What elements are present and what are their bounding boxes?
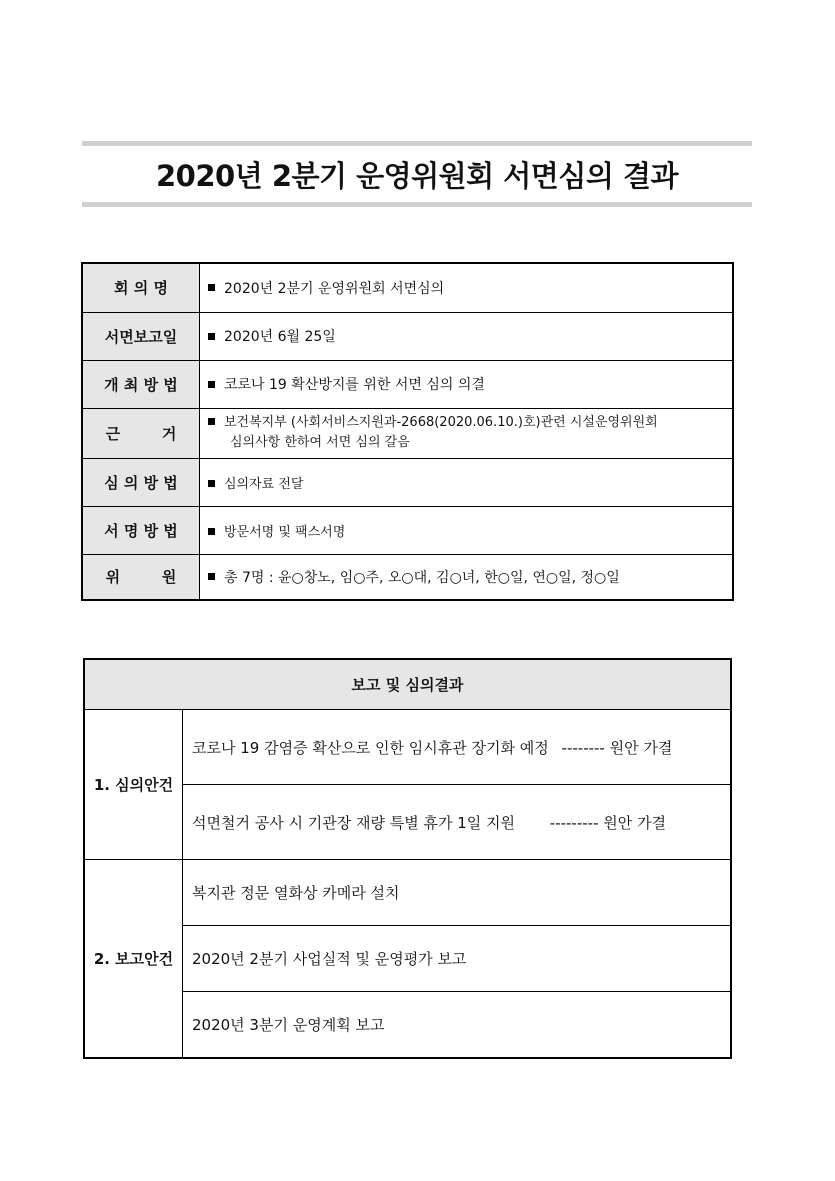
info-value-text-line2: 심의사항 한하여 서면 심의 갈음: [230, 435, 410, 450]
info-value: [200, 408, 734, 458]
info-row-meeting-name: [82, 263, 733, 312]
info-value-text: 2020년 6월 25일: [224, 329, 336, 345]
review-item: [183, 785, 732, 860]
results-header-row: [84, 659, 731, 710]
category-review: 1. 심의안건: [84, 710, 183, 860]
info-value: [200, 554, 734, 600]
review-item-text: 코로나 19 감염증 확산으로 인한 임시휴관 장기화 예정: [192, 738, 549, 757]
info-row-review-method: [82, 458, 733, 506]
table-row: [84, 710, 731, 785]
info-row-signature-method: [82, 506, 733, 554]
info-value-text: 방문서명 및 팩스서명: [224, 524, 346, 540]
info-row-members: [82, 554, 733, 600]
review-item-dashes: ---------: [549, 813, 599, 832]
review-item-dashes: --------: [561, 738, 605, 757]
results-header: 보고 및 심의결과: [84, 659, 731, 710]
info-label: 서면보고일: [82, 312, 200, 360]
report-item: 2020년 2분기 사업실적 및 운영평가 보고: [183, 926, 732, 992]
meeting-info-table: [81, 262, 734, 601]
table-row: [84, 860, 731, 926]
info-value-text: 심의자료 전달: [224, 476, 304, 492]
review-item-result: 원안 가결: [603, 813, 667, 832]
report-item: 2020년 3분기 운영계획 보고: [183, 992, 732, 1059]
info-label: 서 명 방 법: [82, 506, 200, 554]
bullet-icon: [208, 480, 215, 487]
info-row-report-date: [82, 312, 733, 360]
info-value: [200, 506, 734, 554]
info-value-text: 총 7명 : 윤○창노, 임○주, 오○대, 김○녀, 한○일, 연○일, 정○일: [224, 569, 620, 586]
info-value-text: 보건복지부 (사회서비스지원과-2668(2020.06.10.)호)관련 시설운영위원회: [224, 415, 658, 430]
bullet-icon: [208, 418, 215, 425]
page-title: 2020년 2분기 운영위원회 서면심의 결과: [156, 158, 678, 193]
info-label: 회 의 명: [82, 263, 200, 312]
review-item: [183, 710, 732, 785]
bullet-icon: [208, 333, 215, 340]
info-value: [200, 263, 734, 312]
info-value: [200, 458, 734, 506]
info-value-text: 2020년 2분기 운영위원회 서면심의: [224, 280, 445, 297]
review-item-text: 석면철거 공사 시 기관장 재량 특별 휴가 1일 지원: [192, 813, 515, 832]
info-row-method: [82, 360, 733, 408]
info-value: [200, 360, 734, 408]
bullet-icon: [208, 528, 215, 535]
info-label: 심 의 방 법: [82, 458, 200, 506]
info-value: [200, 312, 734, 360]
info-label: 위 원: [82, 554, 200, 600]
info-row-basis: [82, 408, 733, 458]
results-table: [83, 658, 732, 1059]
review-item-result: 원안 가결: [609, 738, 673, 757]
category-report: 2. 보고안건: [84, 860, 183, 1059]
bullet-icon: [208, 573, 215, 580]
info-value-text: 코로나 19 확산방지를 위한 서면 심의 의결: [224, 377, 485, 393]
bullet-icon: [208, 381, 215, 388]
title-rule-bottom: [82, 202, 752, 207]
info-label: 개 최 방 법: [82, 360, 200, 408]
info-label: 근 거: [82, 408, 200, 458]
bullet-icon: [208, 284, 215, 291]
report-item: 복지관 정문 열화상 카메라 설치: [183, 860, 732, 926]
